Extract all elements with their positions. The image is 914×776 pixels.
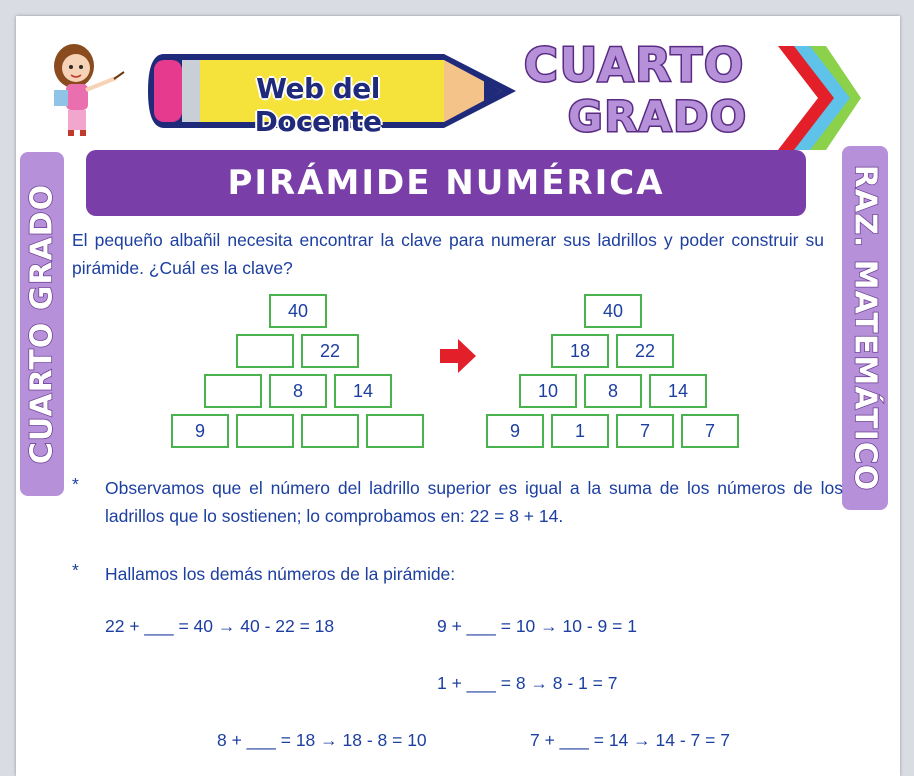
equation-line: 1 + ___ = 8 → 8 - 1 = 7 xyxy=(437,673,618,693)
brick: 40 xyxy=(584,294,642,328)
arrow-right-icon xyxy=(438,336,478,376)
title-banner xyxy=(86,150,806,216)
brick: 9 xyxy=(486,414,544,448)
worksheet-page xyxy=(16,16,900,776)
brick xyxy=(236,414,294,448)
brick xyxy=(301,414,359,448)
brick: 7 xyxy=(616,414,674,448)
side-label-right xyxy=(842,146,888,510)
page-title: PIRÁMIDE NUMÉRICA xyxy=(227,163,665,203)
side-label-right-text: RAZ. MATEMÁTICO xyxy=(847,164,883,492)
bullet-marker: * xyxy=(72,560,79,580)
brick: 8 xyxy=(584,374,642,408)
bullet-marker: * xyxy=(72,474,79,494)
side-label-left xyxy=(20,152,64,496)
brick: 1 xyxy=(551,414,609,448)
brick: 18 xyxy=(551,334,609,368)
brick: 22 xyxy=(301,334,359,368)
brick: 8 xyxy=(269,374,327,408)
equation-line: 22 + ___ = 40 → 40 - 22 = 18 xyxy=(105,616,335,636)
brick: 7 xyxy=(681,414,739,448)
equation-line: 8 + ___ = 18 → 18 - 8 = 10 xyxy=(217,730,427,750)
side-label-left-text: CUARTO GRADO xyxy=(24,183,60,465)
brick: 10 xyxy=(519,374,577,408)
observation-paragraph: Observamos que el número del ladrillo superior es igual a la suma de los números de los ladrillos que lo sostienen; lo comprobamos en: 22 = 8 + 14. xyxy=(105,478,843,526)
brick xyxy=(236,334,294,368)
brick: 14 xyxy=(334,374,392,408)
brick: 9 xyxy=(171,414,229,448)
grade-title-line1: CUARTO xyxy=(524,38,746,92)
brick: 14 xyxy=(649,374,707,408)
teacher-illustration xyxy=(46,38,126,138)
brick: 22 xyxy=(616,334,674,368)
grade-title-line2: GRADO xyxy=(568,92,748,141)
brick: 40 xyxy=(269,294,327,328)
brand-logo-text: Web del Docente xyxy=(254,72,382,138)
instruction-paragraph: Hallamos los demás números de la pirámide: xyxy=(105,564,456,584)
equation-line: 9 + ___ = 10 → 10 - 9 = 1 xyxy=(437,616,637,636)
brick xyxy=(204,374,262,408)
equation-line: 7 + ___ = 14 → 14 - 7 = 7 xyxy=(530,730,730,750)
brick xyxy=(366,414,424,448)
intro-paragraph: El pequeño albañil necesita encontrar la clave para numerar sus ladrillos y poder construir su pirámide. ¿Cuál es la clave? xyxy=(72,230,824,278)
